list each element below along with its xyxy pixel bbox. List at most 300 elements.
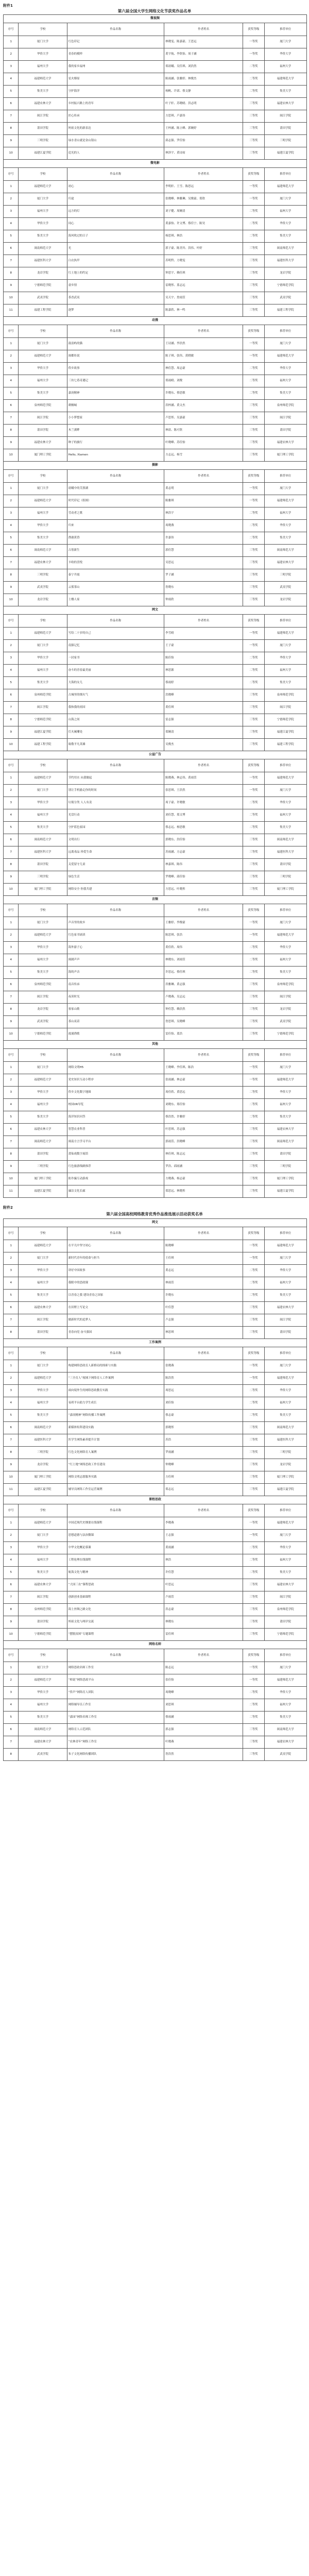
table-cell: 华侨大学 — [19, 1087, 67, 1099]
table-cell: 福州大学 — [264, 1099, 306, 1111]
table-cell: 福州大学 — [19, 1277, 67, 1290]
table-cell: 林佳琪、陈志远 — [164, 1148, 243, 1161]
table-cell: 归途 — [67, 193, 164, 206]
table-cell: 福建师范大学 — [264, 350, 306, 363]
table-row — [4, 1252, 307, 1265]
table-cell: 杨帆、许诺、蔡文静 — [164, 86, 243, 98]
table-cell: 茶香武夷 — [67, 292, 164, 304]
table-cell: 邱志强、罗佳怡 — [164, 135, 243, 147]
table-row — [4, 135, 307, 147]
table-cell: 二等奖 — [243, 665, 264, 677]
table-cell: 林晓雯、陈嘉豪、王思远 — [164, 36, 243, 48]
column-header: 作者姓名 — [164, 1504, 243, 1517]
table-cell: 华侨大学 — [264, 797, 306, 809]
table-cell: 福州大学 — [19, 809, 67, 822]
table-cell: 福州大学 — [19, 954, 67, 967]
table-cell: 福建师范大学 — [19, 495, 67, 507]
table-cell: 晨曦中的芙蓉湖 — [67, 483, 164, 495]
table-cell: 2 — [4, 350, 19, 363]
table-cell: 一等奖 — [243, 36, 264, 48]
table-cell: 网络安全 你我共建 — [67, 884, 164, 896]
table-cell: 7 — [4, 702, 19, 714]
table-cell: 三等奖 — [243, 1422, 264, 1434]
table-row — [4, 98, 307, 110]
table-cell: 三等奖 — [243, 1314, 264, 1327]
table-cell: 7 — [4, 1591, 19, 1604]
table-row — [4, 1749, 307, 1761]
table-cell: 二等奖 — [243, 206, 264, 218]
table-cell: 福建师范大学 — [19, 772, 67, 785]
table-cell: 詹晓东 — [164, 582, 243, 594]
table-cell: 华侨大学 — [19, 1542, 67, 1554]
annex-1-title: 第六届全国大学生网络文化节获奖作品名单 — [117, 9, 192, 13]
table-cell: 6 — [4, 1302, 19, 1314]
table-cell: 三等奖 — [243, 979, 264, 991]
table-cell: 2 — [4, 929, 19, 942]
table-cell: 三等奖 — [243, 1459, 264, 1471]
table-cell: 林思琪 — [164, 1327, 243, 1339]
table-row — [4, 255, 307, 267]
table-cell: 闽南师范大学 — [19, 1422, 67, 1434]
table-cell: 集美大学 — [264, 1111, 306, 1124]
table-cell: 福州大学 — [19, 375, 67, 387]
table-cell: 二等奖 — [243, 230, 264, 243]
table-cell: 郭晓东、洪佳怡 — [164, 834, 243, 846]
table-cell: 三等奖 — [243, 582, 264, 594]
table-cell: 闽剧声声 — [67, 954, 164, 967]
table-cell: 3 — [4, 363, 19, 375]
table-cell: 面向境外生的网络思政教育实践 — [67, 1385, 164, 1397]
table-row — [4, 532, 307, 545]
table-cell: 二等奖 — [243, 1410, 264, 1422]
table-cell: 10 — [4, 739, 19, 751]
table-row — [4, 1484, 307, 1496]
table-cell: 福建师范大学 — [264, 772, 306, 785]
table-cell: 9 — [4, 1459, 19, 1471]
table-cell: 奋斗的青春最美丽 — [67, 665, 164, 677]
column-header: 推荐单位 — [264, 1227, 306, 1240]
table-cell: 钟思宇、赖佳琪 — [164, 267, 243, 280]
table-cell: 10 — [4, 292, 19, 304]
table-cell: 福建师范大学 — [19, 1074, 67, 1087]
table-cell: 创新创业基础课程 — [67, 1591, 164, 1604]
table-cell: Hello, Xiamen — [67, 449, 164, 462]
table-row — [4, 739, 307, 751]
table-cell: 刘思琪 — [164, 1699, 243, 1711]
table-cell: 6 — [4, 1724, 19, 1736]
table-cell: 一等奖 — [243, 1074, 264, 1087]
table-cell: 10 — [4, 147, 19, 160]
table-row — [4, 181, 307, 193]
table-cell: 3 — [4, 1265, 19, 1277]
table-cell: 关爱留守儿童 — [67, 859, 164, 871]
table-cell: 8 — [4, 425, 19, 437]
table-row — [4, 640, 307, 652]
table-cell: 10 — [4, 1173, 19, 1185]
table-cell: 白衣执甲 — [67, 255, 164, 267]
table-row — [4, 1173, 307, 1185]
table-cell: 莆田学院 — [264, 1148, 306, 1161]
table-cell: 闽江学院 — [264, 412, 306, 425]
table-cell: 南强记忆 — [67, 640, 164, 652]
annex-1-results-table — [3, 14, 307, 1198]
table-cell: 华侨大学 — [264, 1265, 306, 1277]
table-cell: 福建农林大学 — [264, 1302, 306, 1314]
table-cell: 9 — [4, 135, 19, 147]
table-cell: 苏雨涵、方志豪 — [164, 846, 243, 859]
table-cell: 林晨、陈可欣 — [164, 425, 243, 437]
table-cell: 5 — [4, 230, 19, 243]
table-cell: 卢思彤、吴嘉豪 — [164, 412, 243, 425]
table-cell: 三等奖 — [243, 859, 264, 871]
table-cell: 方晓燕、杨志豪 — [164, 1173, 243, 1185]
table-cell: 吴俊杰 — [164, 739, 243, 751]
table-cell: 劳动者之歌 — [67, 507, 164, 520]
table-cell: 闽江学院 — [19, 1591, 67, 1604]
table-row — [4, 797, 307, 809]
table-cell: 厦门理工学院 — [19, 884, 67, 896]
table-cell: 林晓东、刘雨萱 — [164, 954, 243, 967]
table-cell: 钟晓峰 — [164, 1459, 243, 1471]
table-cell: 三等奖 — [243, 280, 264, 292]
table-cell: 红色文化网络育人案例 — [67, 1447, 164, 1459]
table-cell: 8 — [4, 859, 19, 871]
table-row — [4, 917, 307, 929]
table-cell: 集美大学 — [19, 967, 67, 979]
table-cell: 厦门理工学院 — [19, 1471, 67, 1484]
section-title: 动漫 — [4, 317, 307, 325]
table-cell: 木兰溪畔 — [67, 425, 164, 437]
table-cell: 莆田学院 — [19, 1148, 67, 1161]
table-cell: 一等奖 — [243, 929, 264, 942]
table-cell: 闽南师范大学 — [264, 1136, 306, 1148]
table-cell: 苏浩 — [164, 1434, 243, 1447]
table-cell: 红色印记 — [67, 36, 164, 48]
table-cell: 福州大学 — [264, 1277, 306, 1290]
table-cell: 厦门理工学院 — [264, 884, 306, 896]
column-header: 学校 — [19, 1347, 67, 1360]
table-cell: 节约用水 从我做起 — [67, 772, 164, 785]
table-cell: 洪晓峰 — [164, 689, 243, 702]
column-header: 序号 — [4, 470, 19, 483]
table-cell: 福建农林大学 — [264, 1579, 306, 1591]
table-cell: 周子豪、许晓敏 — [164, 797, 243, 809]
table-cell: 闽南师范大学 — [19, 243, 67, 255]
table-row — [4, 387, 307, 400]
table-cell: 二等奖 — [243, 1385, 264, 1397]
column-header: 获奖等级 — [243, 1049, 264, 1062]
table-cell: 华侨大学 — [264, 48, 306, 61]
table-cell: 黄宇航、李欣怡、周子涵 — [164, 48, 243, 61]
annex-2-title: 第六届全国高校网络教育优秀作品推选展示活动获奖名单 — [106, 1212, 203, 1216]
table-cell: 福建师范大学 — [264, 1517, 306, 1530]
column-header: 序号 — [4, 1347, 19, 1360]
table-cell: 三等奖 — [243, 412, 264, 425]
table-cell: 蔡志豪 — [164, 1410, 243, 1422]
column-header: 作品名称 — [67, 23, 164, 36]
table-row — [4, 495, 307, 507]
table-cell: 宁德师范学院 — [264, 1028, 306, 1041]
table-cell: 三等奖 — [243, 557, 264, 569]
table-cell: 网络辅导员工作室 — [67, 1699, 164, 1711]
table-cell: 2 — [4, 640, 19, 652]
table-cell: 福建师范大学 — [264, 73, 306, 86]
table-row — [4, 147, 307, 160]
table-row — [4, 1111, 307, 1124]
table-cell: 三等奖 — [243, 739, 264, 751]
table-cell: 集美大学 — [264, 1711, 306, 1724]
table-cell: 初心 — [67, 181, 164, 193]
column-header: 获奖等级 — [243, 470, 264, 483]
table-cell: 2 — [4, 495, 19, 507]
table-row — [4, 304, 307, 317]
table-row — [4, 1074, 307, 1087]
table-cell: 土楼人家 — [67, 594, 164, 606]
table-cell: 叶晓燕 — [164, 1736, 243, 1749]
column-header: 序号 — [4, 904, 19, 917]
header-row — [4, 1504, 307, 1517]
column-header: 推荐单位 — [264, 1347, 306, 1360]
table-row — [4, 1471, 307, 1484]
table-cell: 陈晓峰 — [164, 1240, 243, 1252]
table-cell: 三等奖 — [243, 702, 264, 714]
table-cell: 厦门大学 — [19, 1530, 67, 1542]
table-cell: 10 — [4, 1028, 19, 1041]
table-row — [4, 1062, 307, 1074]
table-cell: “摆脱贫困”专题课程 — [67, 1629, 164, 1641]
section-title: 网文 — [4, 606, 307, 615]
table-cell: 宁德师范学院 — [264, 1629, 306, 1641]
table-row — [4, 1591, 307, 1604]
table-cell: 4 — [4, 520, 19, 532]
table-cell: 二等奖 — [243, 1711, 264, 1724]
table-cell: 二等奖 — [243, 61, 264, 73]
table-cell: 9 — [4, 1161, 19, 1173]
table-row — [4, 1099, 307, 1111]
table-cell: 三等奖 — [243, 292, 264, 304]
table-cell: 5 — [4, 86, 19, 98]
table-cell: 蔡浩然、许雅婷 — [164, 1111, 243, 1124]
table-cell: 9 — [4, 280, 19, 292]
column-header: 作品名称 — [67, 325, 164, 338]
table-cell: 三等奖 — [243, 1185, 264, 1198]
table-cell: 许嘉伟 — [164, 532, 243, 545]
table-cell: 福建农林大学 — [19, 1124, 67, 1136]
table-cell: 厦门大学 — [19, 193, 67, 206]
table-cell: 福州大学 — [19, 1397, 67, 1410]
table-row — [4, 1290, 307, 1302]
table-cell: 7 — [4, 412, 19, 425]
table-cell: 闽南师范大学 — [264, 545, 306, 557]
table-cell: 郑雨晴、刘俊 — [164, 375, 243, 387]
table-cell: 7 — [4, 1136, 19, 1148]
table-cell: 华侨大学 — [264, 652, 306, 665]
table-cell: 航海文化与精神 — [67, 1567, 164, 1579]
table-cell: 福建师范大学 — [19, 1240, 67, 1252]
table-cell: 集美大学 — [264, 532, 306, 545]
table-row — [4, 1447, 307, 1459]
table-cell: 时代印记（组图） — [67, 495, 164, 507]
table-row — [4, 86, 307, 98]
table-cell: 二等奖 — [243, 1567, 264, 1579]
table-cell: 方思远、叶晓彤 — [164, 884, 243, 896]
section-title-row — [4, 1041, 307, 1049]
table-cell: 2 — [4, 193, 19, 206]
table-row — [4, 1579, 307, 1591]
table-cell: 莆田学院 — [19, 859, 67, 871]
table-cell: 闽南师范大学 — [19, 1136, 67, 1148]
table-cell: 三等奖 — [243, 1136, 264, 1148]
table-cell: 福州大学 — [19, 61, 67, 73]
table-row — [4, 1604, 307, 1616]
column-header: 作者姓名 — [164, 23, 243, 36]
table-cell: 林思源 — [164, 665, 243, 677]
table-cell: 卢晓燕、吴志远 — [164, 991, 243, 1004]
table-cell: 泉州师范学院 — [19, 979, 67, 991]
table-cell: 福建农林大学 — [264, 437, 306, 449]
table-cell: 厦门大学 — [264, 1360, 306, 1372]
table-cell: 4 — [4, 375, 19, 387]
table-cell: 福建农林大学 — [264, 1124, 306, 1136]
table-cell: 雷佳怡、蓝浩 — [164, 1028, 243, 1041]
table-cell: 二等奖 — [243, 1290, 264, 1302]
table-row — [4, 967, 307, 979]
table-cell: 宁德师范学院 — [19, 280, 67, 292]
table-cell: 福建医科大学 — [19, 255, 67, 267]
table-cell: 嘉庚精神 — [67, 387, 164, 400]
table-cell: 福建医科大学 — [264, 255, 306, 267]
header-row — [4, 759, 307, 772]
table-cell: 泉州师范学院 — [264, 400, 306, 412]
table-cell: 闽江学院 — [19, 110, 67, 123]
table-cell: 智慧农业科普 — [67, 1124, 164, 1136]
column-header: 推荐单位 — [264, 1504, 306, 1517]
table-cell: 医学生网络素养提升计划 — [67, 1434, 164, 1447]
table-cell: 二等奖 — [243, 218, 264, 230]
table-cell: 福州大学 — [19, 1099, 67, 1111]
table-row — [4, 1397, 307, 1410]
table-cell: 4 — [4, 1554, 19, 1567]
table-row — [4, 1629, 307, 1641]
column-header: 推荐单位 — [264, 904, 306, 917]
table-cell: 二等奖 — [243, 375, 264, 387]
table-cell: 远方的灯 — [67, 206, 164, 218]
table-cell: 郭志强 — [164, 1724, 243, 1736]
table-cell: 泉州师范学院 — [19, 400, 67, 412]
table-cell: 一等奖 — [243, 628, 264, 640]
column-header: 推荐单位 — [264, 615, 306, 628]
table-cell: 三等奖 — [243, 449, 264, 462]
table-row — [4, 193, 307, 206]
table-cell: 三等奖 — [243, 1302, 264, 1314]
table-cell: 罗晓峰、邱佳怡 — [164, 871, 243, 884]
table-cell: 张思琪、王浩然 — [164, 785, 243, 797]
table-cell: 三等奖 — [243, 255, 264, 267]
table-cell: 华侨大学 — [19, 797, 67, 809]
column-header: 获奖等级 — [243, 904, 264, 917]
table-cell: 1 — [4, 338, 19, 350]
table-cell: 灯火阑珊处 — [67, 726, 164, 739]
table-cell: 2 — [4, 48, 19, 61]
column-header: 获奖等级 — [243, 615, 264, 628]
table-cell: 二等奖 — [243, 1554, 264, 1567]
table-row — [4, 772, 307, 785]
table-row — [4, 846, 307, 859]
table-cell: 龙岩学院 — [264, 1459, 306, 1471]
section-title: 网络名师 — [4, 1641, 307, 1649]
table-cell: 龙岩学院 — [264, 594, 306, 606]
table-cell: 王子豪 — [164, 640, 243, 652]
table-cell: 1 — [4, 1517, 19, 1530]
table-cell: 福建师范大学 — [264, 1674, 306, 1687]
table-cell: 同心 — [67, 218, 164, 230]
table-cell: 陈雅琪 — [164, 495, 243, 507]
table-cell: 福建师范大学 — [19, 929, 67, 942]
table-cell: 11 — [4, 1484, 19, 1496]
table-cell: 罗雨涵 — [164, 1447, 243, 1459]
table-cell: 詹思琪、吴晓峰 — [164, 1016, 243, 1028]
table-cell: 9 — [4, 1016, 19, 1028]
table-row — [4, 652, 307, 665]
table-cell: 张晓燕 — [164, 1360, 243, 1372]
section-title: 摄影 — [4, 462, 307, 470]
section-title-row — [4, 317, 307, 325]
table-row — [4, 1148, 307, 1161]
column-header: 学校 — [19, 23, 67, 36]
table-cell: 福州大学 — [264, 206, 306, 218]
table-cell: 福建江夏学院 — [19, 726, 67, 739]
table-cell: 郑晨曦、吴佳琪、刘浩然 — [164, 61, 243, 73]
table-cell: 三等奖 — [243, 147, 264, 160]
table-cell: 新时代青年的使命与担当 — [67, 1252, 164, 1265]
table-cell: 厦门大学 — [19, 640, 67, 652]
table-row — [4, 1302, 307, 1314]
table-cell: 10 — [4, 1471, 19, 1484]
table-cell: 三等奖 — [243, 1604, 264, 1616]
table-cell: 9 — [4, 726, 19, 739]
column-header: 推荐单位 — [264, 1049, 306, 1062]
table-cell: 妈祖文化与两岸交流 — [67, 1616, 164, 1629]
column-header: 学校 — [19, 1504, 67, 1517]
table-cell: 王晓峰、李佳琪、陈浩 — [164, 1062, 243, 1074]
table-cell: 7 — [4, 557, 19, 569]
table-row — [4, 1554, 307, 1567]
table-cell: 闽江学院 — [19, 702, 67, 714]
table-cell: 11 — [4, 304, 19, 317]
table-cell: 华侨大学 — [19, 363, 67, 375]
section-title-row — [4, 606, 307, 615]
table-cell: 苏明哲、方晓雯 — [164, 255, 243, 267]
table-row — [4, 809, 307, 822]
column-header: 推荐单位 — [264, 759, 306, 772]
table-cell: 林浩宇 — [164, 507, 243, 520]
table-cell: 叶思琪、苏志强 — [164, 1124, 243, 1136]
table-cell: 8 — [4, 714, 19, 726]
table-row — [4, 483, 307, 495]
table-row — [4, 400, 307, 412]
section-title: 微视频 — [4, 15, 307, 23]
table-cell: 古城里的烟火气 — [67, 689, 164, 702]
table-cell: 海风吹过的日子 — [67, 230, 164, 243]
table-row — [4, 507, 307, 520]
table-cell: 校园VR导览 — [67, 1099, 164, 1111]
table-cell: 7 — [4, 1736, 19, 1749]
table-cell: 1 — [4, 1360, 19, 1372]
table-cell: 黄志远 — [164, 1265, 243, 1277]
table-cell: 厦门理工学院 — [19, 1173, 67, 1185]
table-cell: 二等奖 — [243, 1397, 264, 1410]
table-cell: 云雾茶山 — [67, 582, 164, 594]
